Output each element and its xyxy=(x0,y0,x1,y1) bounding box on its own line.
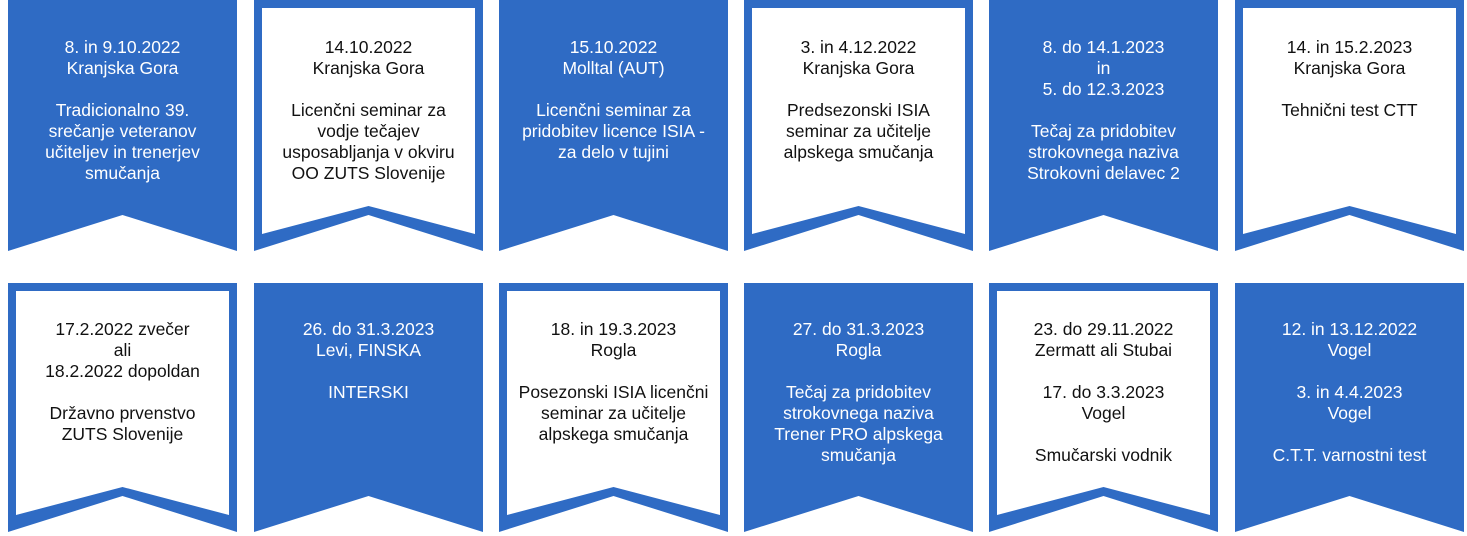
banner-line: ZUTS Slovenije xyxy=(61,424,184,444)
banner-line: za delo v tujini xyxy=(558,142,669,162)
banner-line: Državno prvenstvo xyxy=(49,403,196,423)
banner-line xyxy=(505,361,722,382)
banner-line: 17.2.2022 zvečer xyxy=(55,319,190,339)
banner-text xyxy=(8,37,237,184)
banner-line: seminar za učitelje xyxy=(541,403,686,423)
banner-line: Molltal (AUT) xyxy=(562,58,665,78)
banner-line: Trener PRO alpskega xyxy=(774,424,943,444)
banner-text xyxy=(254,319,483,403)
event-banner xyxy=(744,283,973,532)
banner-line: Kranjska Gora xyxy=(802,58,915,78)
banner-text xyxy=(1235,37,1464,121)
banner-line: Predsezonski ISIA xyxy=(787,100,930,120)
banner-line xyxy=(260,361,477,382)
event-banner xyxy=(8,0,237,251)
banner-line xyxy=(1241,424,1458,445)
banner-line xyxy=(1241,79,1458,100)
banner-text xyxy=(8,319,237,445)
banner-line xyxy=(1241,361,1458,382)
banner-line: Kranjska Gora xyxy=(66,58,179,78)
banner-line: 3. in 4.4.2023 xyxy=(1296,382,1403,402)
banner-line: strokovnega naziva xyxy=(783,403,934,423)
banner-text xyxy=(254,37,483,184)
banner-line: INTERSKI xyxy=(328,382,409,402)
banner-line: Licenčni seminar za xyxy=(291,100,446,120)
banner-line: 8. in 9.10.2022 xyxy=(64,37,181,57)
banner-line: 15.10.2022 xyxy=(569,37,658,57)
banner-line: 3. in 4.12.2022 xyxy=(800,37,917,57)
banner-line: OO ZUTS Slovenije xyxy=(291,163,446,183)
banner-line: pridobitev licence ISIA - xyxy=(522,121,705,141)
banner-line: 12. in 13.12.2022 xyxy=(1281,319,1418,339)
banner-line xyxy=(260,79,477,100)
event-banner xyxy=(8,283,237,532)
banner-line: 17. do 3.3.2023 xyxy=(1042,382,1165,402)
banner-line: ali xyxy=(113,340,132,360)
banner-line xyxy=(14,79,231,100)
banner-line: alpskega smučanja xyxy=(783,142,934,162)
banner-line xyxy=(505,79,722,100)
banner-text xyxy=(499,319,728,445)
event-banner xyxy=(989,0,1218,251)
banner-line: vodje tečajev xyxy=(317,121,420,141)
banner-line: Tečaj za pridobitev xyxy=(786,382,931,402)
banner-line: Rogla xyxy=(590,340,637,360)
banner-line: 18.2.2022 dopoldan xyxy=(45,361,200,381)
event-banner xyxy=(499,283,728,532)
banner-line xyxy=(995,361,1212,382)
banner-text xyxy=(989,319,1218,466)
event-banner xyxy=(989,283,1218,532)
banner-text xyxy=(989,37,1218,184)
banner-line: Licenčni seminar za xyxy=(536,100,691,120)
banner-line: Strokovni delavec 2 xyxy=(1027,163,1180,183)
banner-line: Rogla xyxy=(835,340,882,360)
banner-line: 18. in 19.3.2023 xyxy=(550,319,677,339)
banner-line: 27. do 31.3.2023 xyxy=(792,319,925,339)
event-banner xyxy=(744,0,973,251)
event-banner xyxy=(499,0,728,251)
banner-line: C.T.T. varnostni test xyxy=(1272,445,1427,465)
banner-text xyxy=(744,319,973,466)
banner-line: Zermatt ali Stubai xyxy=(1034,340,1173,360)
banner-line: Kranjska Gora xyxy=(1293,58,1406,78)
banner-line: 8. do 14.1.2023 xyxy=(1042,37,1165,57)
banner-line: Posezonski ISIA licenčni xyxy=(518,382,709,402)
banner-line xyxy=(995,424,1212,445)
banner-line: Kranjska Gora xyxy=(312,58,425,78)
banner-line: učiteljev in trenerjev xyxy=(45,142,200,162)
banner-line: strokovnega naziva xyxy=(1028,142,1179,162)
banner-line: Vogel xyxy=(1327,403,1372,423)
banner-text xyxy=(744,37,973,163)
banner-line: 14. in 15.2.2023 xyxy=(1286,37,1413,57)
event-banner xyxy=(254,283,483,532)
event-banner xyxy=(1235,0,1464,251)
banner-line xyxy=(750,361,967,382)
banner-line: smučanja xyxy=(85,163,160,183)
banner-line: alpskega smučanja xyxy=(538,424,689,444)
banner-line: Tehnični test CTT xyxy=(1281,100,1418,120)
banner-line: 26. do 31.3.2023 xyxy=(302,319,435,339)
event-banner xyxy=(254,0,483,251)
banner-text xyxy=(499,37,728,163)
banner-line: Levi, FINSKA xyxy=(315,340,422,360)
event-banner xyxy=(1235,283,1464,532)
banner-line: usposabljanja v okviru xyxy=(282,142,455,162)
banner-line: Tradicionalno 39. xyxy=(55,100,190,120)
banner-line: seminar za učitelje xyxy=(786,121,931,141)
banner-line: Tečaj za pridobitev xyxy=(1031,121,1176,141)
banner-line: in xyxy=(1096,58,1111,78)
banner-line: srečanje veteranov xyxy=(48,121,197,141)
banner-line xyxy=(750,79,967,100)
banner-line: Vogel xyxy=(1327,340,1372,360)
banner-line: smučanja xyxy=(821,445,896,465)
banner-line xyxy=(995,100,1212,121)
banner-line: 14.10.2022 xyxy=(324,37,413,57)
banner-line: 23. do 29.11.2022 xyxy=(1033,319,1174,339)
banner-line xyxy=(14,382,231,403)
banner-line: 5. do 12.3.2023 xyxy=(1042,79,1165,99)
banner-line: Smučarski vodnik xyxy=(1034,445,1173,465)
banner-line: Vogel xyxy=(1081,403,1126,423)
banner-text xyxy=(1235,319,1464,466)
